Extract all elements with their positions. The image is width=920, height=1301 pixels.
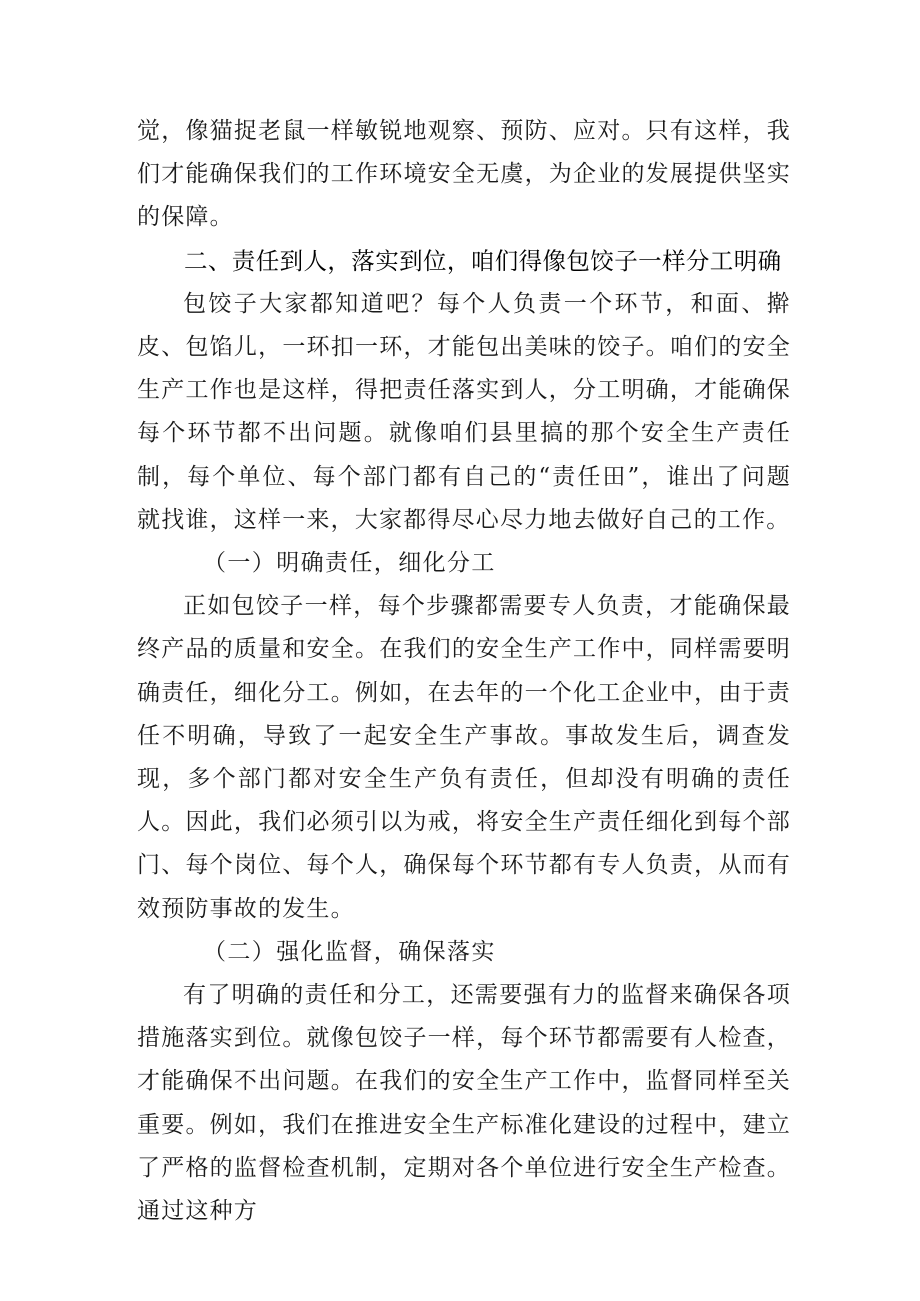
subsection-heading: （二）强化监督，确保落实 — [203, 938, 496, 965]
paragraph: 正如包饺子一样，每个步骤都需要专人负责，才能确保最终产品的质量和安全。在我们的安全生产工作中，同样需要明确责任，细化分工。例如，在去年的一个化工企业中，由于责任不明确，导致了一起安全生产事故。事故发生后，调查发现，多个部门都对安全生产负有责任，但却没有明确的责任人。因此，我们必须引以为戒，将安全生产责任细化到每个部门、每个岗位、每个人，确保每个环节都有专人负责，从而有效预防事故的发生。 — [137, 593, 791, 922]
section-heading: 二、责任到人，落实到位，咱们得像包饺子一样分工明确 — [184, 246, 782, 275]
paragraph: 有了明确的责任和分工，还需要强有力的监督来确保各项措施落实到位。就像包饺子一样，每个环节都需要有人检查，才能确保不出问题。在我们的安全生产工作中，监督同样至关重要。例如，我们在推进安全生产标准化建设的过程中，建立了严格的监督检查机制，定期对各个单位进行安全生产检查。通过这种方 — [137, 982, 791, 1225]
subsection-heading: （一）明确责任，细化分工 — [203, 550, 496, 577]
document-body — [137, 110, 791, 1233]
paragraph: 包饺子大家都知道吧？每个人负责一个环节，和面、擀皮、包馅儿，一环扣一环，才能包出美味的饺子。咱们的安全生产工作也是这样，得把责任落实到人，分工明确，才能确保每个环节都不出问题。就像咱们县里搞的那个安全生产责任制，每个单位、每个部门都有自己的“责任田”，谁出了问题就找谁，这样一来，大家都得尽心尽力地去做好自己的工作。 — [137, 290, 791, 533]
paragraph-continuation: 觉，像猫捉老鼠一样敏锐地观察、预防、应对。只有这样，我们才能确保我们的工作环境安全无虞，为企业的发展提供坚实的保障。 — [137, 118, 791, 231]
